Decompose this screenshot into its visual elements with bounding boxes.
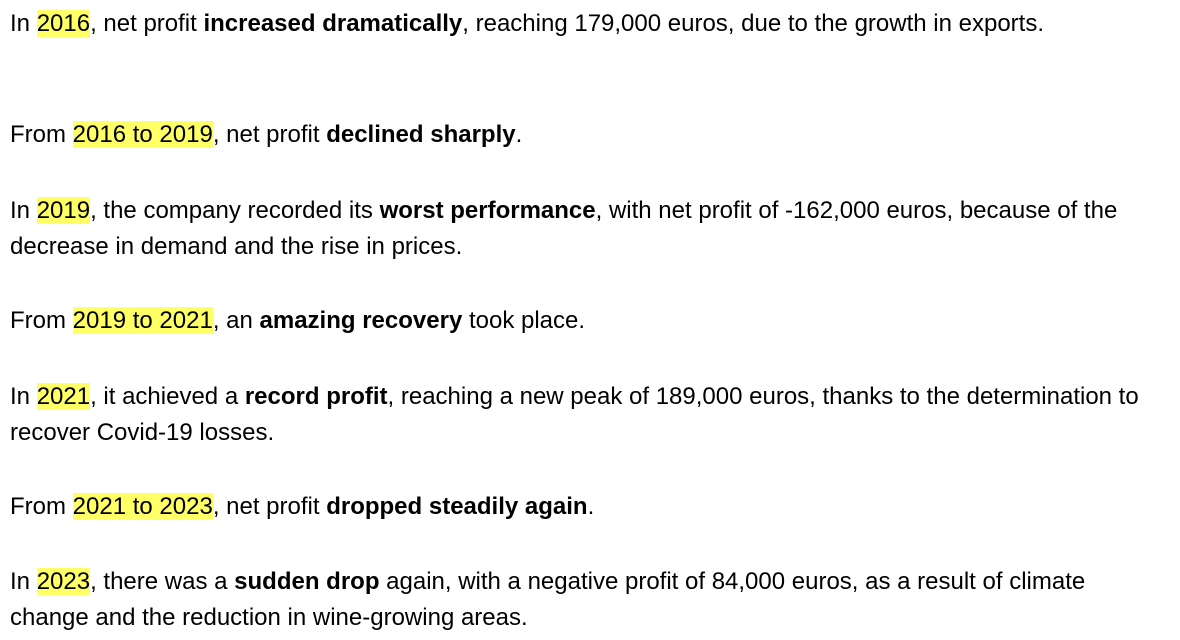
paragraph-text: , net profit (212, 493, 327, 520)
bold-phrase: amazing recovery (259, 307, 463, 334)
paragraph-text: In (10, 197, 37, 224)
paragraph-2016 (10, 6, 1170, 42)
paragraph-2021-2023 (10, 489, 1170, 525)
highlighted-year: 2021 (36, 383, 91, 410)
paragraph-text: . (587, 493, 595, 520)
paragraph-2016-2019 (10, 117, 1170, 153)
paragraph-text: , net profit (90, 10, 204, 37)
paragraph-text: , an (212, 307, 260, 334)
paragraph-text: From (10, 307, 73, 334)
paragraph-text: , reaching 179,000 euros, due to the growth in exports. (462, 10, 1044, 37)
paragraph-2019 (10, 193, 1170, 265)
bold-phrase: record profit (244, 383, 388, 410)
paragraph-2023 (10, 564, 1170, 636)
paragraph-text: took place. (462, 307, 586, 334)
highlighted-year: 2019 to 2021 (72, 307, 213, 334)
paragraph-text: In (10, 10, 37, 37)
highlighted-year: 2023 (36, 568, 91, 595)
paragraph-text: , there was a (90, 568, 235, 595)
paragraph-text: From (10, 121, 73, 148)
paragraph-text: From (10, 493, 73, 520)
paragraph-text: , the company recorded its (90, 197, 380, 224)
paragraph-text: , with net profit of -162,000 euros, because of the decrease in demand and the rise in prices. (10, 197, 1118, 260)
bold-phrase: sudden drop (234, 568, 380, 595)
bold-phrase: dropped steadily again (326, 493, 588, 520)
paragraph-2021 (10, 379, 1170, 451)
highlighted-year: 2016 (36, 10, 91, 37)
paragraph-text: In (10, 383, 37, 410)
highlighted-year: 2019 (36, 197, 91, 224)
bold-phrase: increased dramatically (203, 10, 463, 37)
highlighted-year: 2021 to 2023 (72, 493, 213, 520)
highlighted-year: 2016 to 2019 (72, 121, 213, 148)
paragraph-text: . (515, 121, 523, 148)
paragraph-text: , reaching a new peak of 189,000 euros, thanks to the determination to recover Covid-19 losses. (10, 383, 1139, 446)
paragraph-text: , net profit (212, 121, 327, 148)
paragraph-text: In (10, 568, 37, 595)
bold-phrase: worst performance (379, 197, 596, 224)
paragraph-text: , it achieved a (90, 383, 245, 410)
bold-phrase: declined sharply (326, 121, 516, 148)
paragraph-text: again, with a negative profit of 84,000 euros, as a result of climate change and the reduction in wine-growing areas. (10, 568, 1086, 631)
paragraph-2019-2021 (10, 303, 1170, 339)
